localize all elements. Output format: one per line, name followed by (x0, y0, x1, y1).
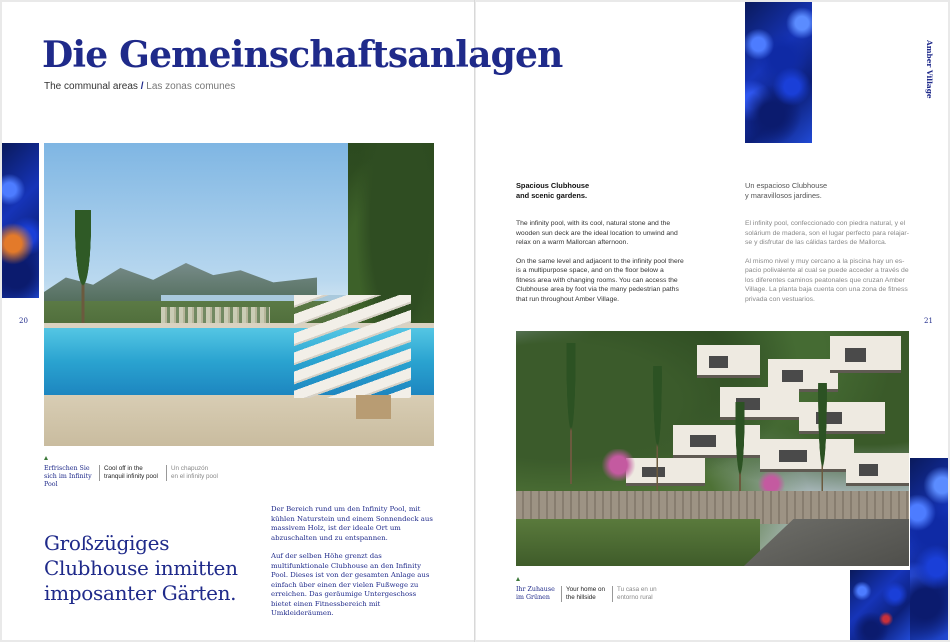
subtitle-separator: / (137, 81, 147, 92)
caption-marker-icon (44, 456, 48, 460)
page-subtitle (44, 81, 235, 92)
pool-photo-caption (44, 456, 264, 489)
heading-en: Spacious Clubhouse and scenic gardens. (516, 181, 590, 200)
body-text-en: The infinity pool, with its cool, natural stone and the wooden sun deck are the ideal location to unwind and relax on a warm Mallorcan afternoon. On the same level and adjacent to the infinity pool there is a multipurpose space, and on the floor below a fitness area with changing rooms. You can access the Clubhouse area by foot via the many pedestrian paths that run throughout Amber Village. (516, 220, 684, 303)
brand-vertical-label: Amber Village (925, 40, 934, 99)
stone-texture-swatch-bottom (850, 570, 910, 640)
caption-de: Ihr Zuhause im Grünen (516, 586, 555, 602)
subtitle-en: The communal areas (44, 81, 138, 92)
stone-texture-swatch-right (910, 458, 948, 640)
caption-marker-icon (516, 577, 520, 581)
page-number-right: 21 (924, 317, 933, 325)
body-text-de: Der Bereich rund um den Infinity Pool, mit kühlen Naturstein und einem Sonnendeck aus massivem Holz, ist der ideale Ort um abzuschalten und zu entspannen. Auf der selben Höhe grenzt das multifunktionale Clubhouse an den Infinity Pool. Dieses ist von der gesamten Anlage aus einfach über einen der vielen Fußwege zu erreichen. Das geräumige Untergeschoss bietet einen Fitnessbereich mit Umkleideräumen. (271, 505, 433, 617)
section-headline: Großzügiges Clubhouse inmitten imposanter Gärten. (44, 531, 238, 605)
infinity-pool-photo (44, 143, 434, 446)
body-text-es: El infinity pool, confeccionado con piedra natural, y el solárium de madera, son el lugar perfecto para relajarse y disfrutar de las cálidas tardes de Mallorca. Al mismo nivel y muy cercano a la piscina hay un espacio polivalente al cual se puede acceder a través de los diferentes caminos peatonales que cruzan Amber Village. La planta baja cuenta con una zona de fitness privada con vestuarios. (745, 220, 909, 303)
caption-en: Cool off in the tranquil infinity pool (99, 465, 165, 481)
caption-en: Your home on the hillside (561, 586, 611, 602)
page-title: Die Gemeinschaftsanlagen (42, 34, 563, 76)
heading-es: Un espacioso Clubhouse y maravillosos jardines. (745, 181, 828, 200)
caption-es: Un chapuzón en el infinity pool (166, 465, 236, 481)
stone-texture-swatch-left (2, 143, 39, 298)
caption-es: Tu casa en un entorno rural (612, 586, 672, 602)
page-number-left: 20 (19, 317, 28, 325)
stone-texture-swatch-top (745, 2, 812, 143)
village-photo-caption (516, 577, 686, 607)
book-spine (474, 0, 476, 642)
caption-de: Erfrischen Sie sich im Infinity Pool (44, 465, 92, 489)
hillside-village-photo (516, 331, 909, 566)
subtitle-es: Las zonas comunes (146, 81, 236, 92)
